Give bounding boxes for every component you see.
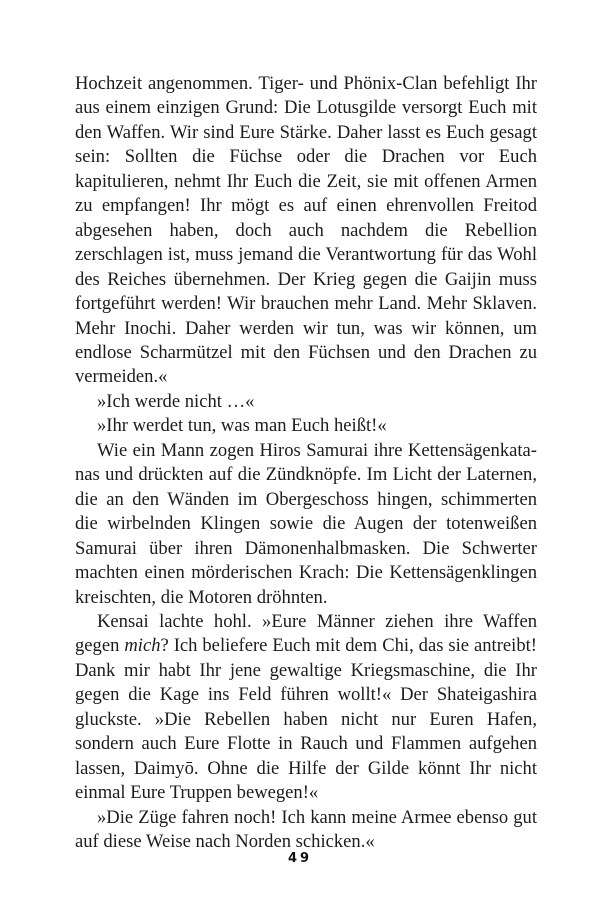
paragraph: »Ich werde nicht …« xyxy=(97,390,255,412)
emphasis-text: mich xyxy=(124,635,161,657)
paragraph-text: ? Ich beliefere Euch mit dem Chi, das sie antreibt! Dank mir habt Ihr jene gewaltige Kriegsmaschine, die Ihr gegen die Kage ins Feld führen wollt!« Der Shateigashira gluckste. »Die Rebellen haben nicht nur Euren Hafen, sondern auch Eure Flotte in Rauch und Flammen aufgehen lassen, Daimyō. Ohne die Hilfe der Gilde könnt Ihr nicht einmal Eure Truppen bewegen!« xyxy=(75,635,537,804)
paragraph: »Ihr werdet tun, was man Euch heißt!« xyxy=(97,415,387,437)
paragraph: »Die Züge fahren noch! Ich kann meine Armee ebenso gut auf diese Weise nach Norden schicken.« xyxy=(75,806,537,853)
paragraph: Wie ein Mann zogen Hiros Samurai ihre Kettensägenkatanas und drückten auf die Zündknöpfe. Im Licht der Laternen, die an den Wänden im Obergeschoss hingen, schimmerten die wirbelnden Klingen sowie die Augen der totenweißen Samurai über ihren Dämonenhalbmasken. Die Schwerter machten einen mörderischen Krach: Die Kettensägenklingen kreischten, die Motoren dröhnten. xyxy=(75,439,537,608)
book-page-body xyxy=(75,72,537,855)
paragraph xyxy=(75,610,537,806)
paragraph: Hochzeit angenommen. Tiger- und Phönix-Clan befehligt Ihr aus einem einzigen Grund: Die Lotusgilde versorgt Euch mit den Waffen. Wir sind Eure Stärke. Daher lasst es Euch gesagt sein: Sollten die Füchse oder die Drachen vor Euch kapitulieren, nehmt Ihr Euch die Zeit, sie mit offenen Armen zu empfangen! Ihr mögt es auf einen ehrenvollen Freitod abgesehen haben, doch auch nachdem die Rebellion zerschlagen ist, muss jemand die Verantwortung für das Wohl des Reiches übernehmen. Der Krieg gegen die Gaijin muss fortgeführt werden! Wir brauchen mehr Land. Mehr Sklaven. Mehr Inochi. Daher werden wir tun, was wir können, um endlose Scharmützel mit den Füchsen und den Drachen zu vermeiden.« xyxy=(75,73,537,388)
page-number: 49 xyxy=(287,851,313,866)
paragraph-text: Kensai lachte hohl. »Eure Männer ziehen ihre Waffen gegen xyxy=(75,610,537,657)
